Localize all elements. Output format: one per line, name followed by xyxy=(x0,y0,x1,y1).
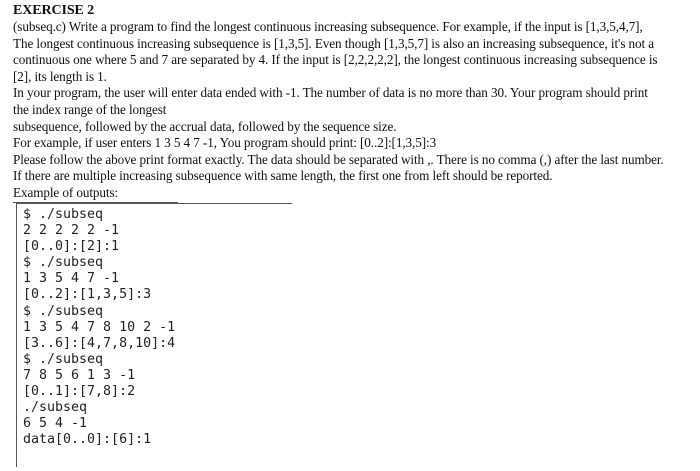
code-line: $ ./subseq xyxy=(23,303,104,319)
code-line: 7 8 5 6 1 3 -1 xyxy=(23,367,136,383)
paragraph-line: For example, if user enters 1 3 5 4 7 -1, You program should print: [0..2]:[1,3,5]:3 xyxy=(13,135,437,151)
code-line: [3..6]:[4,7,8,10]:4 xyxy=(23,335,176,351)
code-line: ./subseq xyxy=(23,400,88,416)
code-line: [0..2]:[1,3,5]:3 xyxy=(23,287,152,303)
paragraph-line: If there are multiple increasing subsequence with same length, the first one from left should be reported. xyxy=(13,168,553,184)
example-label: Example of outputs: xyxy=(13,185,178,203)
paragraph-line: subsequence, followed by the accrual data, followed by the sequence size. xyxy=(13,118,397,134)
code-line: [0..1]:[7,8]:2 xyxy=(23,384,136,400)
paragraph-line: the index range of the longest xyxy=(13,101,167,117)
paragraph-line: (subseq.c) Write a program to find the longest continuous increasing subsequence. For example, if the input is [1,3,5,4,7], xyxy=(13,19,643,34)
paragraph-line: The longest continuous increasing subsequence is [1,3,5]. Even though [1,3,5,7] is also an increasing subsequence, it's not a xyxy=(13,35,655,51)
code-line: $ ./subseq xyxy=(23,255,104,271)
paragraph-line: continuous one where 5 and 7 are separated by 4. If the input is [2,2,2,2,2], the longest continuous increasing subsequence is xyxy=(13,52,658,68)
code-line: $ ./subseq xyxy=(23,351,104,367)
paragraph-line: Please follow the above print format exactly. The data should be separated with ,. There is no comma (,) after the last number. xyxy=(13,151,664,167)
paragraph-line: [2], its length is 1. xyxy=(13,68,107,84)
code-line: data[0..0]:[6]:1 xyxy=(23,432,152,448)
code-line: 1 3 5 4 7 8 10 2 -1 xyxy=(23,319,176,335)
example-output-block xyxy=(16,203,292,467)
code-line: 2 2 2 2 2 -1 xyxy=(23,223,120,239)
exercise-title: EXERCISE 2 xyxy=(13,3,95,18)
code-line: [0..0]:[2]:1 xyxy=(23,239,120,255)
paragraph-line: In your program, the user will enter data ended with -1. The number of data is no more than 30. Your program should print xyxy=(13,85,648,101)
code-line: $ ./subseq xyxy=(23,207,104,222)
exercise-document xyxy=(13,0,697,203)
code-line: 6 5 4 -1 xyxy=(23,416,88,432)
code-line: 1 3 5 4 7 -1 xyxy=(23,271,120,287)
